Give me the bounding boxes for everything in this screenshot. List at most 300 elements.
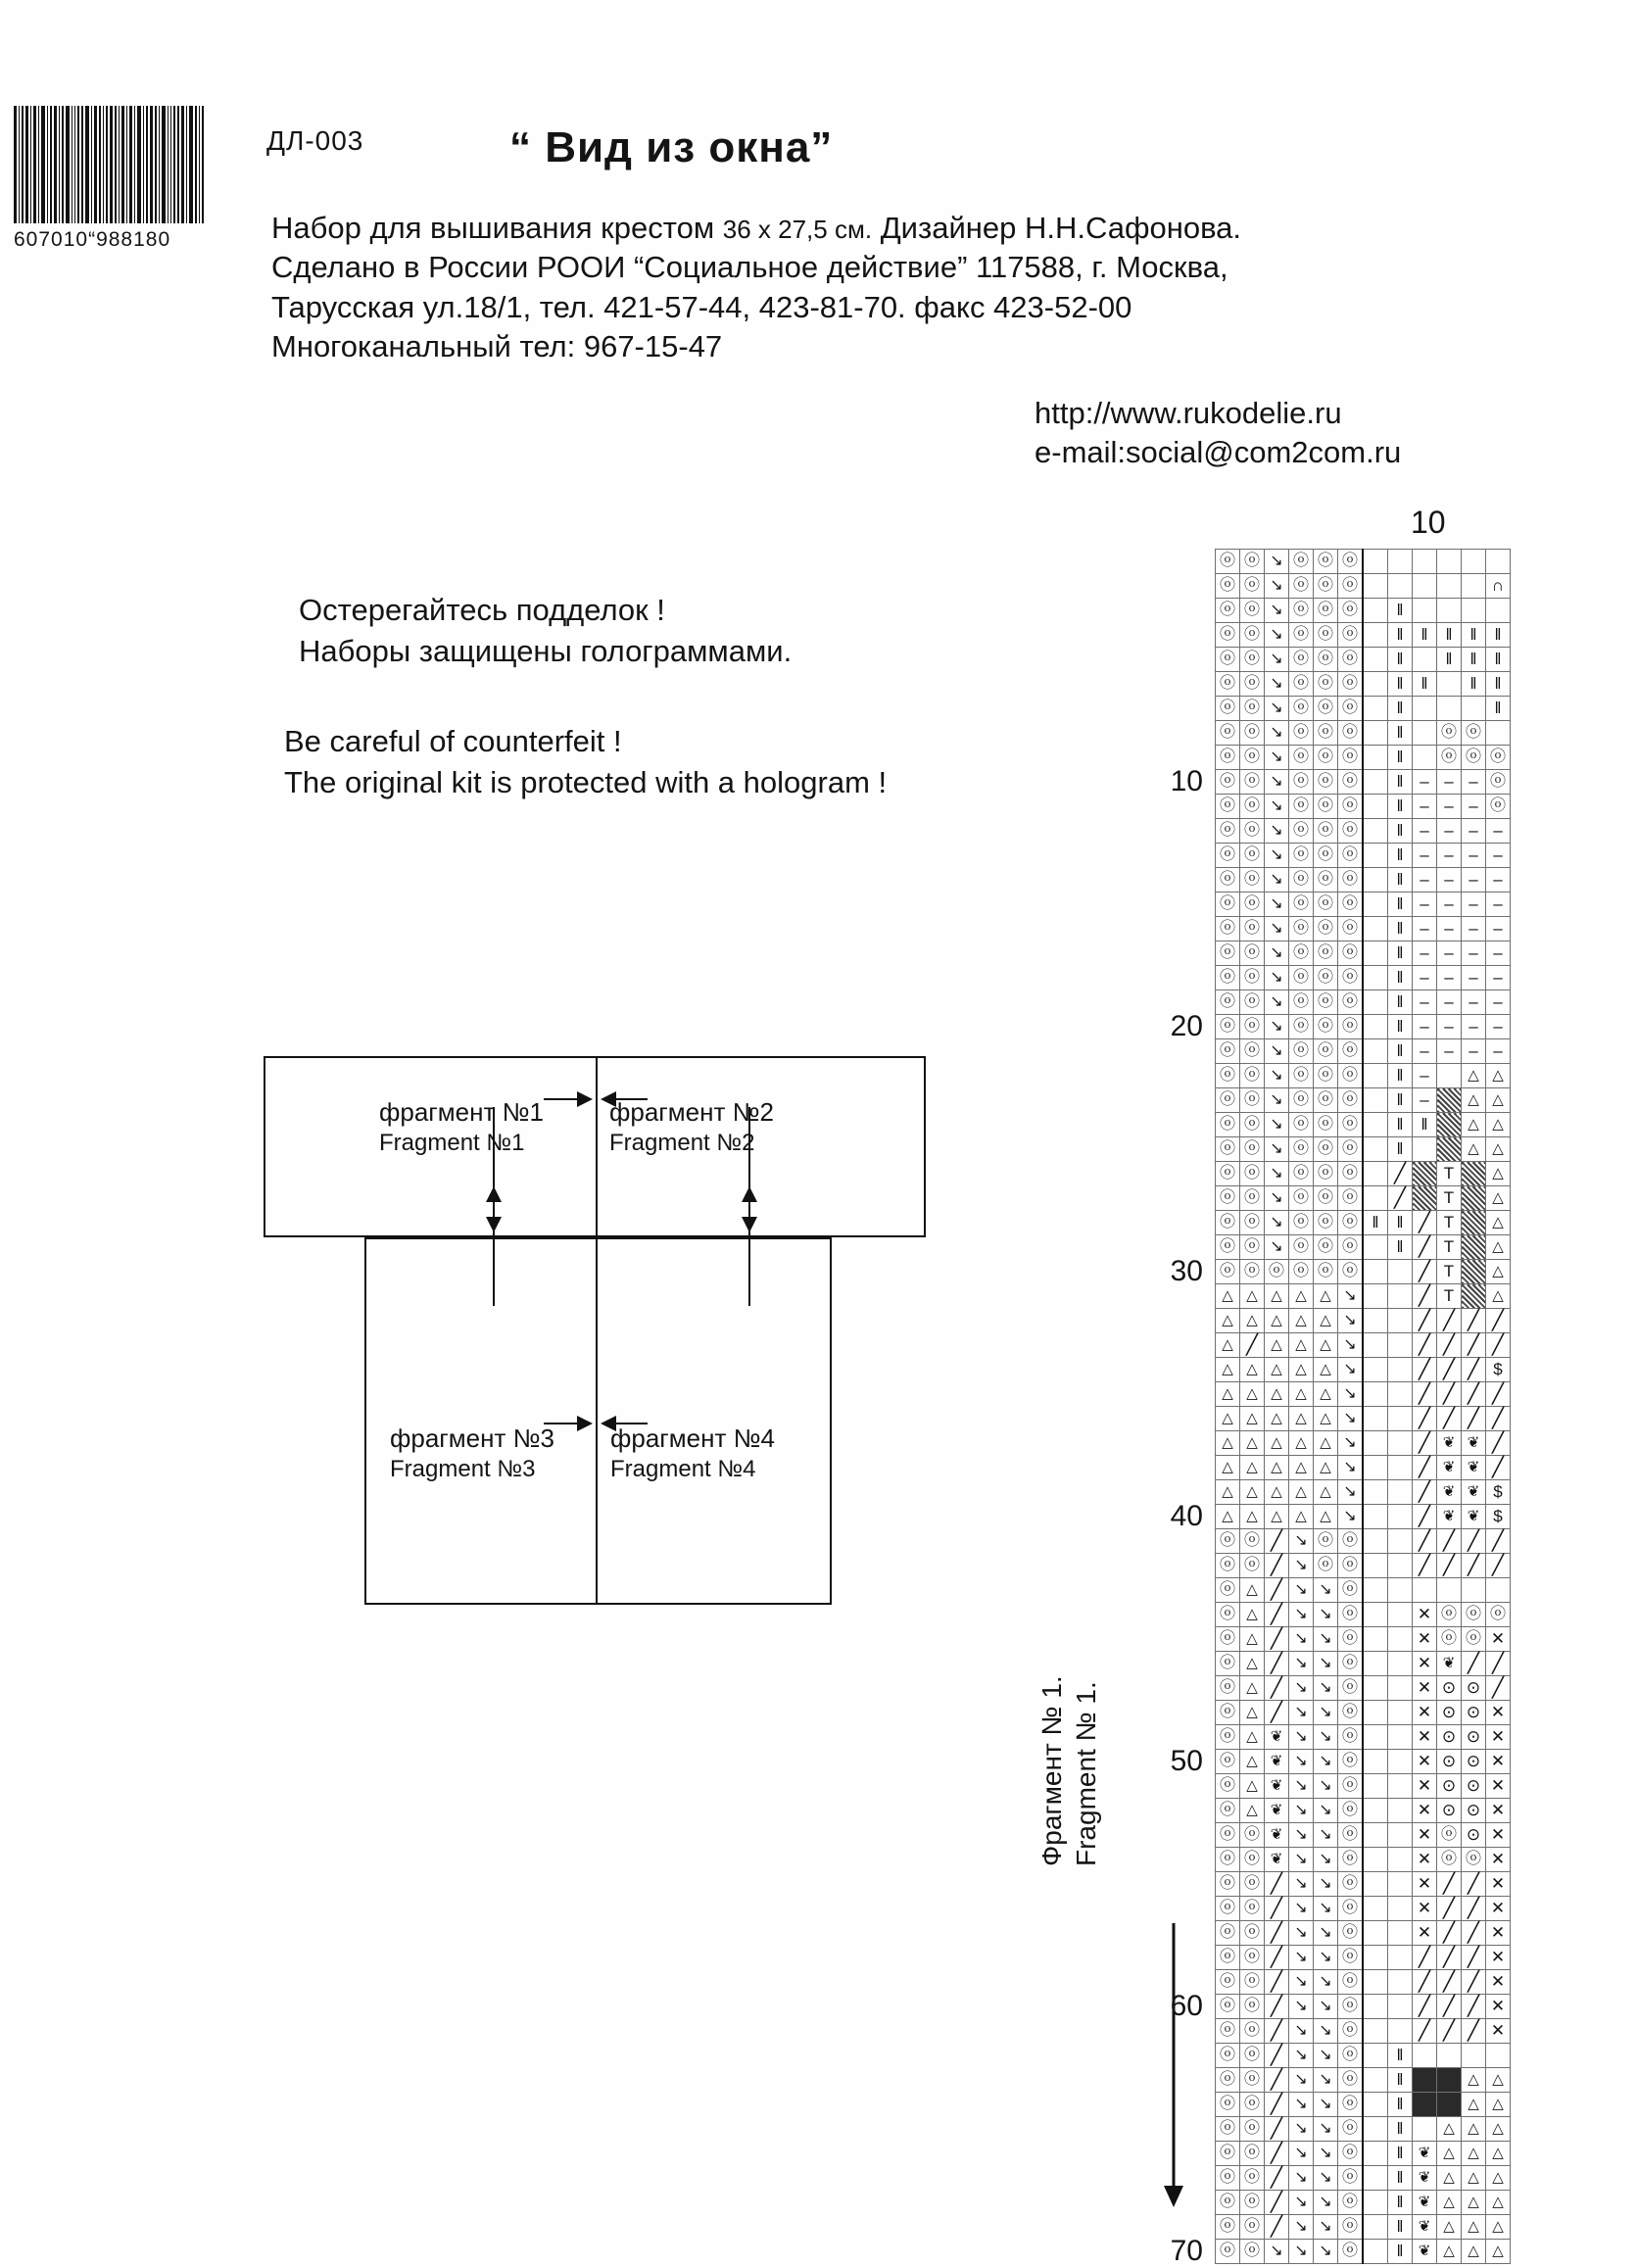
chart-cell-empty-cell [1363, 1309, 1388, 1333]
chart-cell-empty-cell [1363, 1162, 1388, 1186]
chart-row [1216, 1505, 1511, 1529]
chart-cell-double-bar-symbol: ‖ [1388, 966, 1413, 990]
chart-row [1216, 1946, 1511, 1970]
chart-cell-hatch-symbol [1413, 1162, 1437, 1186]
chart-cell-circle-symbol: ⓞ [1216, 1603, 1240, 1627]
chart-row-label: 60 [1170, 1989, 1203, 2022]
chart-cell-empty-cell [1363, 1137, 1388, 1162]
chart-cell-w-symbol: ↘ [1314, 1848, 1338, 1872]
barcode-bar [126, 106, 127, 223]
chart-cell-w-symbol: ↘ [1314, 1627, 1338, 1652]
chart-cell-empty-cell [1363, 1015, 1388, 1039]
chart-cell-slash-symbol: ╱ [1437, 1529, 1462, 1554]
cross-stitch-chart [1170, 505, 1511, 2267]
chart-cell-empty-cell [1363, 746, 1388, 770]
chart-cell-hatch-symbol [1413, 1186, 1437, 1211]
chart-cell-circle-symbol: ⓞ [1216, 1186, 1240, 1211]
chart-cell-circle-symbol: ⓞ [1437, 1823, 1462, 1848]
chart-cell-circle-symbol: ⓞ [1486, 746, 1511, 770]
barcode-bar [115, 106, 116, 223]
chart-cell-slash-symbol: ╱ [1462, 1358, 1486, 1382]
website-link[interactable]: http://www.rukodelie.ru [1035, 396, 1342, 430]
chart-cell-empty-cell [1388, 1872, 1413, 1897]
chart-cell-triangle-symbol: △ [1486, 1088, 1511, 1113]
chart-cell-circle-symbol: ⓞ [1289, 721, 1314, 746]
chart-cell-slash-symbol: ╱ [1265, 1652, 1289, 1676]
chart-cell-t-symbol: T [1437, 1235, 1462, 1260]
diagram-label-fragment-1-en: Fragment №1 [379, 1129, 525, 1156]
chart-cell-double-bar-symbol: ‖ [1486, 623, 1511, 648]
chart-cell-circle-symbol: ⓞ [1240, 990, 1265, 1015]
chart-row [1216, 721, 1511, 746]
chart-cell-circle-symbol: ⓞ [1289, 844, 1314, 868]
chart-cell-dash-symbol: – [1486, 893, 1511, 917]
chart-cell-triangle-symbol: △ [1240, 1603, 1265, 1627]
chart-row [1216, 1970, 1511, 1995]
diagram-label-fragment-4-en: Fragment №4 [610, 1455, 756, 1482]
chart-cell-slash-symbol: ╱ [1462, 1407, 1486, 1431]
chart-cell-w-symbol: ↘ [1265, 990, 1289, 1015]
chart-cell-empty-cell [1437, 672, 1462, 697]
chart-cell-triangle-symbol: △ [1216, 1284, 1240, 1309]
chart-cell-circle-symbol: ⓞ [1240, 1039, 1265, 1064]
chart-cell-circle-symbol: ⓞ [1216, 2142, 1240, 2166]
chart-cell-w-symbol: ↘ [1314, 2044, 1338, 2068]
chart-cell-empty-cell [1363, 1088, 1388, 1113]
chart-cell-x-symbol: ✕ [1486, 2019, 1511, 2044]
chart-cell-slash-symbol: ╱ [1486, 1676, 1511, 1701]
chart-cell-double-bar-symbol: ‖ [1388, 1137, 1413, 1162]
chart-cell-triangle-symbol: △ [1289, 1431, 1314, 1456]
email-link[interactable]: e-mail:social@com2com.ru [1035, 434, 1402, 469]
chart-cell-circle-symbol: ⓞ [1314, 1186, 1338, 1211]
chart-cell-circle-symbol: ⓞ [1338, 1848, 1364, 1872]
chart-cell-slash-symbol: ╱ [1413, 1946, 1437, 1970]
chart-cell-triangle-symbol: △ [1486, 2142, 1511, 2166]
chart-cell-dash-symbol: – [1462, 990, 1486, 1015]
barcode-bar [143, 106, 144, 223]
chart-cell-circle-symbol: ⓞ [1289, 672, 1314, 697]
chart-cell-double-bar-symbol: ‖ [1388, 1088, 1413, 1113]
chart-cell-w-symbol: ↘ [1314, 1578, 1338, 1603]
chart-cell-empty-cell [1363, 1578, 1388, 1603]
chart-cell-x-symbol: ✕ [1486, 1970, 1511, 1995]
chart-cell-x-symbol: ✕ [1413, 1848, 1437, 1872]
chart-cell-slash-symbol: ╱ [1437, 1897, 1462, 1921]
chart-cell-slash-symbol: ╱ [1265, 2191, 1289, 2215]
chart-cell-dash-symbol: – [1437, 966, 1462, 990]
chart-cell-empty-cell [1363, 1113, 1388, 1137]
chart-cell-circle-symbol: ⓞ [1338, 1701, 1364, 1725]
chart-cell-dash-symbol: – [1413, 868, 1437, 893]
chart-cell-circle-symbol: ⓞ [1240, 2191, 1265, 2215]
chart-cell-empty-cell [1388, 1627, 1413, 1652]
chart-cell-slash-symbol: ╱ [1437, 1309, 1462, 1333]
chart-cell-slash-symbol: ╱ [1462, 1921, 1486, 1946]
chart-cell-w-symbol: ↘ [1265, 721, 1289, 746]
chart-row [1216, 1848, 1511, 1872]
chart-cell-triangle-symbol: △ [1216, 1480, 1240, 1505]
chart-cell-w-symbol: ↘ [1314, 1750, 1338, 1774]
chart-cell-circle-symbol: ⓞ [1216, 1799, 1240, 1823]
chart-cell-leaf-symbol: ❦ [1437, 1652, 1462, 1676]
chart-cell-circle-symbol: ⓞ [1216, 1676, 1240, 1701]
chart-cell-w-symbol: ↘ [1265, 2240, 1289, 2264]
chart-cell-triangle-symbol: △ [1486, 1186, 1511, 1211]
chart-cell-dash-symbol: – [1462, 795, 1486, 819]
chart-cell-empty-cell [1388, 2019, 1413, 2044]
chart-cell-triangle-symbol: △ [1462, 1088, 1486, 1113]
chart-cell-circle-symbol: ⓞ [1240, 1137, 1265, 1162]
chart-cell-w-symbol: ↘ [1265, 893, 1289, 917]
chart-cell-triangle-symbol: △ [1265, 1309, 1289, 1333]
chart-cell-dash-symbol: – [1486, 1039, 1511, 1064]
chart-cell-circle-symbol: ⓞ [1314, 1554, 1338, 1578]
chart-cell-empty-cell [1363, 2117, 1388, 2142]
fragment-direction-arrow [1161, 1923, 1186, 2207]
chart-cell-dash-symbol: – [1413, 917, 1437, 941]
chart-row-label: 20 [1170, 1009, 1203, 1042]
chart-cell-circle-symbol: ⓞ [1338, 1627, 1364, 1652]
chart-cell-slash-symbol: ╱ [1265, 1603, 1289, 1627]
chart-cell-circle-symbol: ⓞ [1338, 990, 1364, 1015]
chart-cell-dollar-symbol: $ [1486, 1480, 1511, 1505]
chart-cell-circle-symbol: ⓞ [1216, 893, 1240, 917]
barcode-bar [146, 106, 147, 223]
chart-cell-slash-symbol: ╱ [1462, 1652, 1486, 1676]
barcode-bar [189, 106, 193, 223]
chart-cell-circle-symbol: ⓞ [1240, 868, 1265, 893]
chart-cell-circle-symbol: ⓞ [1240, 2142, 1265, 2166]
chart-cell-w-symbol: ↘ [1265, 868, 1289, 893]
chart-cell-w-symbol: ↘ [1289, 1970, 1314, 1995]
chart-cell-hatch-symbol [1462, 1284, 1486, 1309]
chart-cell-triangle-symbol: △ [1216, 1407, 1240, 1431]
chart-row [1216, 941, 1511, 966]
chart-row [1216, 1872, 1511, 1897]
chart-cell-double-bar-symbol: ‖ [1388, 2044, 1413, 2068]
chart-row [1216, 1725, 1511, 1750]
chart-cell-slash-symbol: ╱ [1413, 1554, 1437, 1578]
chart-cell-triangle-symbol: △ [1216, 1456, 1240, 1480]
chart-cell-triangle-symbol: △ [1289, 1407, 1314, 1431]
chart-cell-dash-symbol: – [1413, 966, 1437, 990]
chart-cell-hatch-symbol [1462, 1211, 1486, 1235]
chart-row [1216, 2068, 1511, 2093]
chart-cell-empty-cell [1363, 2191, 1388, 2215]
chart-row [1216, 1382, 1511, 1407]
chart-cell-circle-symbol: ⓞ [1338, 2166, 1364, 2191]
diagram-label-fragment-3-ru: фрагмент №3 [390, 1424, 554, 1453]
chart-cell-triangle-symbol: △ [1314, 1480, 1338, 1505]
chart-cell-w-symbol: ↘ [1314, 1774, 1338, 1799]
chart-cell-triangle-symbol: △ [1462, 2166, 1486, 2191]
chart-row [1216, 746, 1511, 770]
chart-cell-double-bar-symbol: ‖ [1388, 2191, 1413, 2215]
chart-cell-empty-cell [1363, 868, 1388, 893]
chart-cell-empty-cell [1486, 550, 1511, 574]
chart-row [1216, 574, 1511, 599]
chart-cell-x-symbol: ✕ [1486, 1701, 1511, 1725]
chart-cell-w-symbol: ↘ [1314, 1799, 1338, 1823]
chart-cell-w-symbol: ↘ [1289, 1529, 1314, 1554]
chart-cell-w-symbol: ↘ [1338, 1284, 1364, 1309]
chart-cell-empty-cell [1363, 795, 1388, 819]
chart-cell-triangle-symbol: △ [1289, 1358, 1314, 1382]
chart-cell-circle-symbol: ⓞ [1338, 1162, 1364, 1186]
chart-cell-empty-cell [1363, 1774, 1388, 1799]
chart-cell-circle-symbol: ⓞ [1486, 770, 1511, 795]
chart-cell-circle-symbol: ⓞ [1338, 672, 1364, 697]
chart-cell-triangle-symbol: △ [1265, 1480, 1289, 1505]
chart-cell-dash-symbol: – [1437, 941, 1462, 966]
chart-cell-empty-cell [1363, 2093, 1388, 2117]
chart-cell-triangle-symbol: △ [1289, 1284, 1314, 1309]
chart-cell-leaf-symbol: ❦ [1413, 2142, 1437, 2166]
chart-cell-circle-symbol: ⓞ [1338, 1652, 1364, 1676]
chart-cell-triangle-symbol: △ [1486, 1284, 1511, 1309]
chart-row [1216, 1260, 1511, 1284]
chart-cell-slash-symbol: ╱ [1413, 1505, 1437, 1529]
chart-cell-triangle-symbol: △ [1240, 1774, 1265, 1799]
chart-cell-t-symbol: T [1437, 1284, 1462, 1309]
barcode-bar [199, 106, 200, 223]
chart-cell-circle-symbol: ⓞ [1240, 1088, 1265, 1113]
chart-cell-circle-symbol: ⓞ [1216, 721, 1240, 746]
chart-cell-dash-symbol: – [1486, 917, 1511, 941]
chart-cell-circle-symbol: ⓞ [1240, 1848, 1265, 1872]
chart-cell-double-bar-symbol: ‖ [1388, 2215, 1413, 2240]
chart-cell-double-bar-symbol: ‖ [1388, 2142, 1413, 2166]
chart-cell-w-symbol: ↘ [1265, 844, 1289, 868]
chart-cell-empty-cell [1388, 1284, 1413, 1309]
chart-cell-circle-symbol: ⓞ [1240, 1064, 1265, 1088]
chart-row [1216, 1799, 1511, 1823]
chart-cell-double-bar-symbol: ‖ [1388, 2068, 1413, 2093]
chart-cell-double-bar-symbol: ‖ [1363, 1211, 1388, 1235]
chart-cell-slash-symbol: ╱ [1437, 1921, 1462, 1946]
chart-cell-w-symbol: ↘ [1314, 2240, 1338, 2264]
chart-cell-leaf-symbol: ❦ [1462, 1431, 1486, 1456]
chart-cell-leaf-symbol: ❦ [1265, 1799, 1289, 1823]
chart-cell-double-bar-symbol: ‖ [1388, 599, 1413, 623]
chart-cell-triangle-symbol: △ [1289, 1505, 1314, 1529]
chart-cell-arch-symbol: ∩ [1486, 574, 1511, 599]
chart-cell-slash-symbol: ╱ [1265, 1921, 1289, 1946]
diagram-arrows [260, 1056, 945, 1615]
chart-cell-w-symbol: ↘ [1265, 1088, 1289, 1113]
chart-cell-x-symbol: ✕ [1413, 1750, 1437, 1774]
chart-cell-empty-cell [1388, 550, 1413, 574]
chart-cell-empty-cell [1363, 1382, 1388, 1407]
chart-cell-filled-square-symbol [1437, 2068, 1462, 2093]
chart-cell-w-symbol: ↘ [1265, 1186, 1289, 1211]
chart-cell-circle-symbol: ⓞ [1338, 721, 1364, 746]
chart-cell-triangle-symbol: △ [1240, 1578, 1265, 1603]
chart-cell-t-symbol: T [1437, 1211, 1462, 1235]
chart-cell-empty-cell [1363, 1995, 1388, 2019]
chart-cell-circle-symbol: ⓞ [1338, 1260, 1364, 1284]
chart-cell-double-bar-symbol: ‖ [1462, 672, 1486, 697]
chart-row [1216, 1750, 1511, 1774]
chart-cell-slash-symbol: ╱ [1265, 1529, 1289, 1554]
chart-cell-dash-symbol: – [1413, 844, 1437, 868]
barcode-bar [99, 106, 100, 223]
chart-cell-double-bar-symbol: ‖ [1388, 697, 1413, 721]
chart-cell-empty-cell [1363, 990, 1388, 1015]
chart-cell-slash-symbol: ╱ [1413, 1456, 1437, 1480]
chart-row [1216, 795, 1511, 819]
chart-cell-empty-cell [1363, 770, 1388, 795]
chart-cell-circle-symbol: ⓞ [1289, 1211, 1314, 1235]
chart-cell-w-symbol: ↘ [1265, 1064, 1289, 1088]
chart-cell-circle-symbol: ⓞ [1314, 1088, 1338, 1113]
chart-cell-circle-symbol: ⓞ [1240, 1162, 1265, 1186]
chart-cell-w-symbol: ↘ [1338, 1480, 1364, 1505]
chart-cell-slash-symbol: ╱ [1265, 2117, 1289, 2142]
chart-cell-double-bar-symbol: ‖ [1388, 795, 1413, 819]
chart-cell-empty-cell [1388, 1554, 1413, 1578]
chart-row [1216, 893, 1511, 917]
chart-cell-circle-symbol: ⓞ [1240, 1995, 1265, 2019]
chart-cell-w-symbol: ↘ [1338, 1382, 1364, 1407]
chart-cell-empty-cell [1437, 697, 1462, 721]
chart-cell-empty-cell [1363, 1554, 1388, 1578]
chart-cell-x-symbol: ✕ [1486, 1627, 1511, 1652]
chart-cell-circle-symbol: ⓞ [1314, 1137, 1338, 1162]
chart-cell-slash-symbol: ╱ [1486, 1529, 1511, 1554]
chart-cell-empty-cell [1363, 2019, 1388, 2044]
chart-cell-w-symbol: ↘ [1265, 1235, 1289, 1260]
chart-cell-double-bar-symbol: ‖ [1388, 2117, 1413, 2142]
chart-cell-circle-symbol: ⓞ [1240, 1186, 1265, 1211]
chart-cell-circle-symbol: ⓞ [1289, 1260, 1314, 1284]
chart-cell-empty-cell [1388, 1309, 1413, 1333]
chart-cell-circle-symbol: ⓞ [1289, 966, 1314, 990]
chart-cell-empty-cell [1363, 1333, 1388, 1358]
chart-cell-dash-symbol: – [1413, 990, 1437, 1015]
chart-cell-leaf-symbol: ❦ [1413, 2215, 1437, 2240]
chart-cell-w-symbol: ↘ [1314, 2068, 1338, 2093]
chart-row [1216, 1431, 1511, 1456]
chart-cell-double-bar-symbol: ‖ [1388, 1235, 1413, 1260]
chart-cell-slash-symbol: ╱ [1437, 1407, 1462, 1431]
chart-cell-x-symbol: ✕ [1413, 1725, 1437, 1750]
chart-cell-triangle-symbol: △ [1462, 2215, 1486, 2240]
barcode-bar [19, 106, 20, 223]
chart-cell-slash-symbol: ╱ [1265, 1627, 1289, 1652]
chart-cell-circle-symbol: ⓞ [1289, 917, 1314, 941]
chart-cell-empty-cell [1413, 697, 1437, 721]
chart-cell-empty-cell [1388, 574, 1413, 599]
chart-cell-double-bar-symbol: ‖ [1486, 648, 1511, 672]
chart-cell-slash-symbol: ╱ [1265, 1897, 1289, 1921]
chart-cell-w-symbol: ↘ [1338, 1505, 1364, 1529]
chart-cell-empty-cell [1363, 1848, 1388, 1872]
chart-cell-triangle-symbol: △ [1437, 2215, 1462, 2240]
chart-cell-empty-cell [1462, 599, 1486, 623]
chart-cell-x-symbol: ✕ [1486, 1897, 1511, 1921]
chart-cell-empty-cell [1363, 2166, 1388, 2191]
chart-cell-circle-symbol: ⓞ [1240, 2240, 1265, 2264]
barcode-bar [38, 106, 39, 223]
chart-cell-triangle-symbol: △ [1265, 1407, 1289, 1431]
chart-cell-double-bar-symbol: ‖ [1462, 623, 1486, 648]
chart-cell-circle-symbol: ⓞ [1216, 966, 1240, 990]
chart-cell-leaf-symbol: ❦ [1437, 1480, 1462, 1505]
chart-cell-circle-symbol: ⓞ [1338, 574, 1364, 599]
chart-cell-circle-symbol: ⓞ [1216, 795, 1240, 819]
chart-cell-empty-cell [1388, 1431, 1413, 1456]
chart-cell-circle-symbol: ⓞ [1289, 1015, 1314, 1039]
chart-cell-circle-symbol: ⓞ [1216, 917, 1240, 941]
chart-cell-slash-symbol: ╱ [1265, 2142, 1289, 2166]
chart-cell-triangle-symbol: △ [1216, 1431, 1240, 1456]
chart-cell-empty-cell [1363, 1725, 1388, 1750]
chart-cell-empty-cell [1363, 2068, 1388, 2093]
chart-cell-x-symbol: ✕ [1413, 1701, 1437, 1725]
chart-row [1216, 1211, 1511, 1235]
chart-cell-circle-symbol: ⓞ [1314, 623, 1338, 648]
barcode-bar [81, 106, 82, 223]
chart-cell-circle-symbol: ⓞ [1314, 893, 1338, 917]
chart-cell-w-symbol: ↘ [1314, 2093, 1338, 2117]
chart-cell-circle-symbol: ⓞ [1314, 746, 1338, 770]
chart-cell-empty-cell [1363, 819, 1388, 844]
barcode-bar [106, 106, 108, 223]
chart-cell-circle-symbol: ⓞ [1289, 1235, 1314, 1260]
barcode-icon [14, 106, 206, 223]
chart-row [1216, 550, 1511, 574]
chart-cell-empty-cell [1437, 550, 1462, 574]
barcode-bar [25, 106, 28, 223]
chart-cell-slash-symbol: ╱ [1413, 1211, 1437, 1235]
chart-row-label: 40 [1170, 1499, 1203, 1532]
barcode-bar [41, 106, 45, 223]
chart-cell-circle-symbol: ⓞ [1216, 1701, 1240, 1725]
barcode-number: 607010“988180 [14, 228, 171, 251]
chart-cell-w-symbol: ↘ [1338, 1456, 1364, 1480]
chart-row [1216, 2191, 1511, 2215]
chart-cell-double-bar-symbol: ‖ [1388, 746, 1413, 770]
chart-cell-empty-cell [1363, 1064, 1388, 1088]
chart-cell-slash-symbol: ╱ [1437, 1382, 1462, 1407]
chart-cell-w-symbol: ↘ [1265, 1039, 1289, 1064]
chart-cell-circle-symbol: ⓞ [1240, 1113, 1265, 1137]
chart-cell-double-bar-symbol: ‖ [1413, 623, 1437, 648]
chart-cell-circle-symbol: ⓞ [1240, 697, 1265, 721]
chart-cell-circle-symbol: ⓞ [1240, 1946, 1265, 1970]
chart-cell-empty-cell [1413, 1137, 1437, 1162]
chart-cell-circle-symbol: ⓞ [1240, 819, 1265, 844]
chart-cell-empty-cell [1486, 721, 1511, 746]
barcode-bar [62, 106, 64, 223]
barcode-bar [162, 106, 165, 223]
chart-cell-circle-symbol: ⓞ [1216, 1627, 1240, 1652]
chart-cell-triangle-symbol: △ [1486, 2240, 1511, 2264]
chart-row [1216, 1333, 1511, 1358]
chart-cell-circle-symbol: ⓞ [1216, 941, 1240, 966]
chart-cell-circle-symbol: ⓞ [1216, 1064, 1240, 1088]
chart-cell-circle-symbol: ⓞ [1216, 1995, 1240, 2019]
chart-cell-empty-cell [1363, 1260, 1388, 1284]
chart-cell-w-symbol: ↘ [1265, 746, 1289, 770]
chart-cell-triangle-symbol: △ [1240, 1284, 1265, 1309]
diagram-label-fragment-4-ru: фрагмент №4 [610, 1424, 775, 1453]
chart-cell-w-symbol: ↘ [1314, 2117, 1338, 2142]
chart-cell-dot-circle-symbol: ⊙ [1437, 1774, 1462, 1799]
chart-cell-circle-symbol: ⓞ [1289, 574, 1314, 599]
